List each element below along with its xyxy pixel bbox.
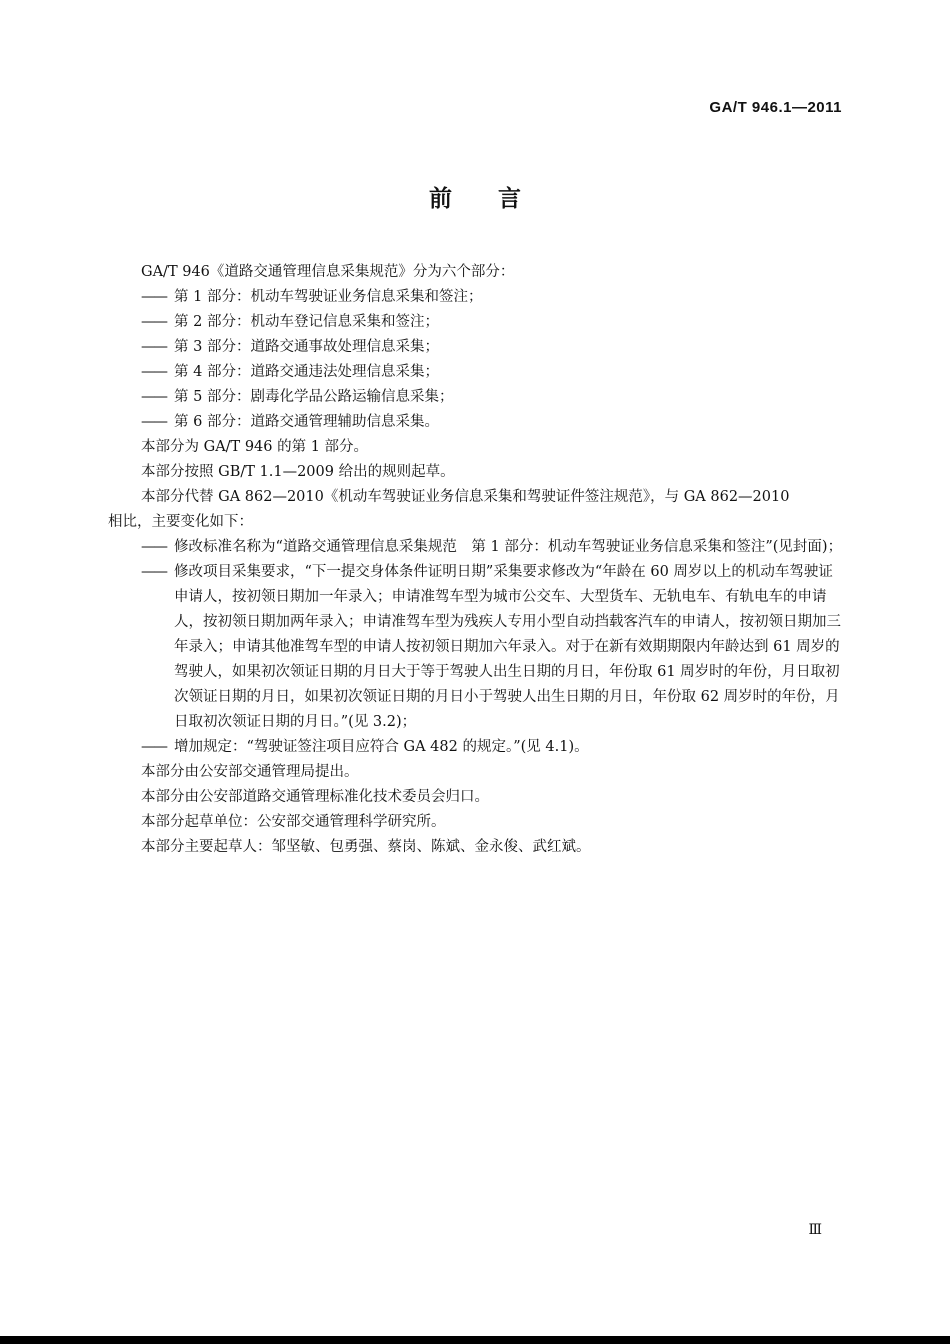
page-title: 前言 [429, 186, 567, 212]
proposed-by-paragraph: 本部分由公安部交通管理局提出。 [141, 764, 359, 780]
centralized-by-paragraph: 本部分由公安部道路交通管理标准化技术委员会归口。 [141, 789, 489, 805]
replaces-paragraph: 本部分代替 GA 862—2010《机动车驾驶证业务信息采集和驾驶证件签注规范》，与 GA 862—2010 [141, 489, 790, 505]
part-of-paragraph: 本部分为 GA/T 946 的第 1 部分。 [141, 439, 369, 455]
part-item: —— 第 3 部分：道路交通事故处理信息采集； [141, 339, 439, 355]
change-item: —— 修改标准名称为“道路交通管理信息采集规范 第 1 部分：机动车驾驶证业务信息采集和签注”(见封面)； [141, 539, 843, 555]
change-item: —— 修改项目采集要求，“下一提交身体条件证明日期”采集要求修改为“年龄在 60 周岁以上的机动车驾驶证申请人，按初领日期加一年录入；申请准驾车型为城市公交车、大型货车、无轨电车、有轨电车的申请人，按初领日期加两年录入；申请准驾车型为残疾人专用小型自动挡载客汽车的申请人，按初领日期加三年录入；申请其他准驾车型的申请人按初领日期加六年录入。对于在新有效期期限内年龄达到 61 周岁的驾驶人，如果初次领证日期的月日大于等于驾驶人出生日期的月日，年份取 61 周岁时的年份，月日取初次领证日期的月日，如果初次领证日期的月日小于驾驶人出生日期的月日，年份取 62 周岁时的年份，月日取初次领证日期的月日。”(见 3.2)； [141, 564, 841, 730]
intro-paragraph: GA/T 946《道路交通管理信息采集规范》分为六个部分： [141, 264, 515, 280]
drafted-per-paragraph: 本部分按照 GB/T 1.1—2009 给出的规则起草。 [141, 464, 455, 480]
drafting-unit-paragraph: 本部分起草单位：公安部交通管理科学研究所。 [141, 814, 446, 830]
document-code: GA/T 946.1—2011 [709, 99, 842, 116]
part-item: —— 第 4 部分：道路交通违法处理信息采集； [141, 364, 439, 380]
part-item: —— 第 1 部分：机动车驾驶证业务信息采集和签注； [141, 289, 483, 305]
foreword-body [108, 260, 844, 860]
part-item: —— 第 5 部分：剧毒化学品公路运输信息采集； [141, 389, 454, 405]
replaces-paragraph-continued: 相比，主要变化如下： [108, 514, 253, 530]
page-number: Ⅲ [808, 1222, 822, 1238]
drafters-paragraph: 本部分主要起草人：邹坚敏、包勇强、蔡岗、陈斌、金永俊、武红斌。 [141, 839, 591, 855]
part-item: —— 第 6 部分：道路交通管理辅助信息采集。 [141, 414, 439, 430]
bottom-border [0, 1336, 950, 1344]
part-item: —— 第 2 部分：机动车登记信息采集和签注； [141, 314, 439, 330]
change-item: —— 增加规定：“驾驶证签注项目应符合 GA 482 的规定。”(见 4.1)。 [141, 739, 589, 755]
